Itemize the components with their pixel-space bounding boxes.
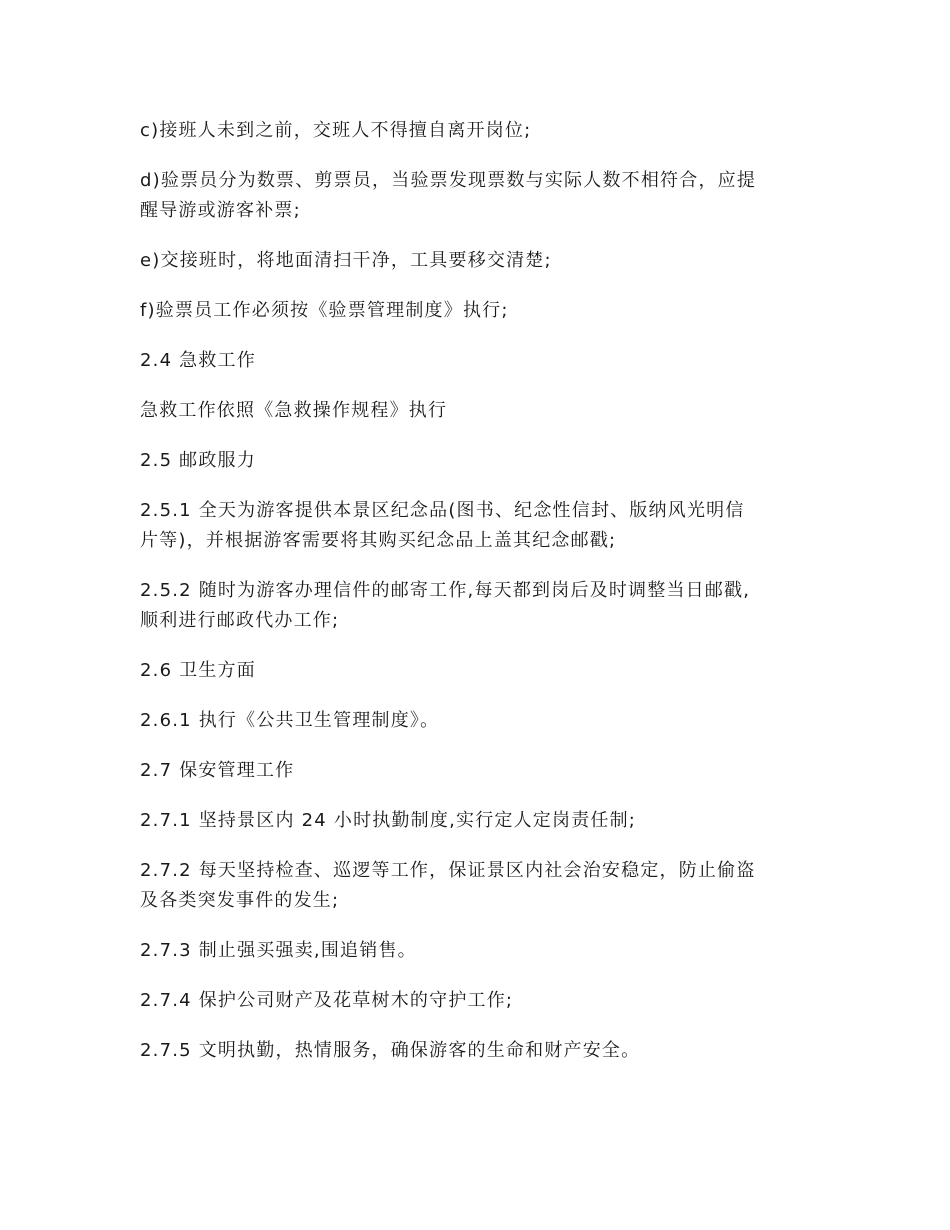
text-line: 2.5.1 全天为游客提供本景区纪念品(图书、纪念性信封、版纳风光明信: [140, 500, 745, 521]
paragraph-shift-handover: [140, 116, 820, 146]
text-line: 醒导游或游客补票;: [140, 200, 301, 221]
paragraph-souvenirs: [140, 496, 820, 556]
paragraph-shift-cleaning: [140, 246, 820, 276]
paragraph-ticket-rules: [140, 296, 820, 326]
text-line: 2.6.1 执行《公共卫生管理制度》。: [140, 710, 440, 731]
text-line: c)接班人未到之前，交班人不得擅自离开岗位;: [140, 120, 532, 141]
text-line: 顺利进行邮政代办工作;: [140, 610, 340, 631]
paragraph-security-duty: [140, 806, 820, 836]
heading-postal-service: [140, 446, 820, 476]
text-line: 2.7.4 保护公司财产及花草树木的守护工作;: [140, 990, 514, 1011]
text-line: f)验票员工作必须按《验票管理制度》执行;: [140, 300, 509, 321]
heading-first-aid: [140, 346, 820, 376]
text-line: 2.7.5 文明执勤，热情服务，确保游客的生命和财产安全。: [140, 1040, 641, 1061]
text-line: 急救工作依照《急救操作规程》执行: [140, 400, 448, 421]
text-line: 2.7.1 坚持景区内 24 小时执勤制度,实行定人定岗责任制;: [140, 810, 637, 831]
paragraph-civil-duty: [140, 1036, 820, 1066]
text-line: e)交接班时，将地面清扫干净，工具要移交清楚;: [140, 250, 552, 271]
text-line: 2.5.2 随时为游客办理信件的邮寄工作,每天都到岗后及时调整当日邮戳,: [140, 580, 751, 601]
text-line: 2.7.3 制止强买强卖,围追销售。: [140, 940, 417, 961]
text-line: 2.6 卫生方面: [140, 660, 256, 681]
heading-security: [140, 756, 820, 786]
document-page: [140, 116, 820, 1086]
text-line: 2.4 急救工作: [140, 350, 256, 371]
text-line: 2.7 保安管理工作: [140, 760, 295, 781]
paragraph-security-patrol: [140, 856, 820, 916]
paragraph-ticket-checkers: [140, 166, 820, 226]
paragraph-forced-sales: [140, 936, 820, 966]
paragraph-mail: [140, 576, 820, 636]
text-line: d)验票员分为数票、剪票员，当验票发现票数与实际人数不相符合，应提: [140, 170, 757, 191]
text-line: 及各类突发事件的发生;: [140, 890, 340, 911]
heading-hygiene: [140, 656, 820, 686]
paragraph-first-aid: [140, 396, 820, 426]
paragraph-property: [140, 986, 820, 1016]
text-line: 2.5 邮政服力: [140, 450, 256, 471]
text-line: 片等)，并根据游客需要将其购买纪念品上盖其纪念邮戳;: [140, 530, 617, 551]
text-line: 2.7.2 每天坚持检查、巡逻等工作，保证景区内社会治安稳定，防止偷盗: [140, 860, 756, 881]
paragraph-hygiene: [140, 706, 820, 736]
